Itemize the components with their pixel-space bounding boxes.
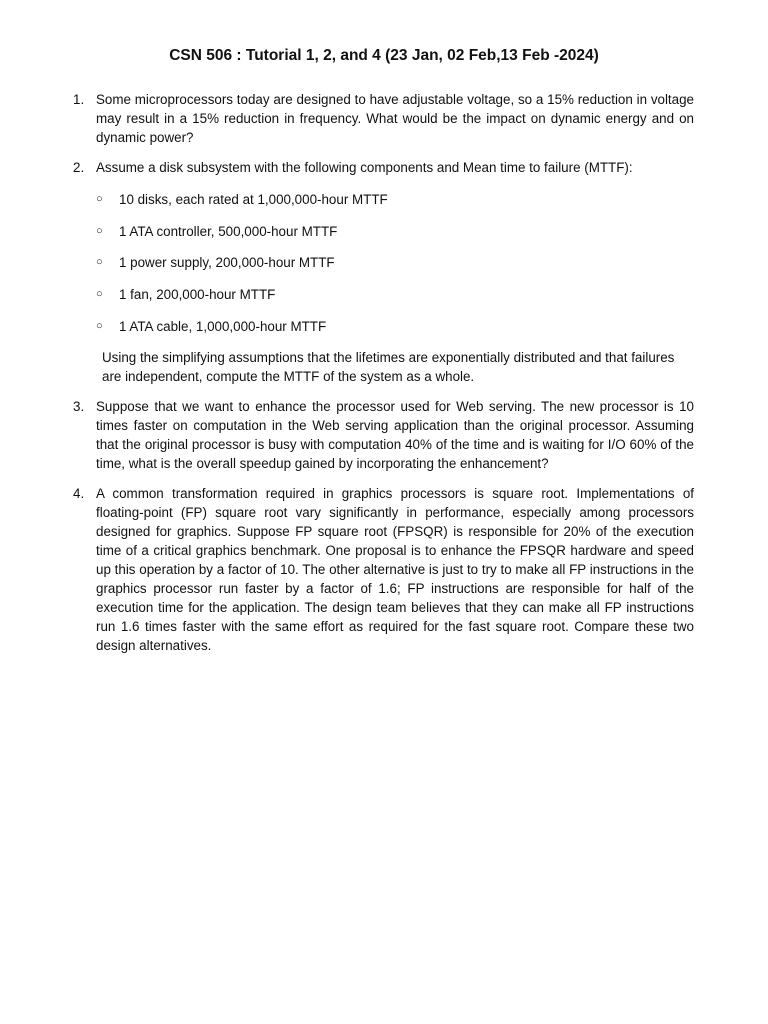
list-item: [96, 253, 694, 272]
page-title: CSN 506 : Tutorial 1, 2, and 4 (23 Jan, 02 Feb,13 Feb -2024): [169, 47, 599, 64]
question-text: Assume a disk subsystem with the following components and Mean time to failure (MTTF):: [96, 160, 633, 175]
list-item: [96, 285, 694, 304]
list-item: [96, 190, 694, 209]
list-item-text: 1 ATA cable, 1,000,000-hour MTTF: [119, 318, 327, 334]
question-2: [0, 158, 768, 386]
question-text: Suppose that we want to enhance the processor used for Web serving. The new processor is 10 times faster on computation in the Web serving application than the original processor. Assuming that the original processor is busy with computation 40% of the time and is waiting for I/O 60% of the time, what is the overall speedup gained by incorporating the enhancement?: [96, 399, 694, 472]
question-number: 2.: [73, 160, 85, 175]
question-note: Using the simplifying assumptions that the lifetimes are exponentially distributed and that failures are independent, compute the MTTF of the system as a whole.: [102, 350, 675, 385]
hollow-circle-bullet-icon: ○: [96, 256, 103, 269]
list-item-text: 1 power supply, 200,000-hour MTTF: [119, 255, 335, 271]
component-list: [96, 190, 694, 336]
question-1: [0, 90, 768, 147]
question-text: A common transformation required in graphics processors is square root. Implementations of floating-point (FP) square root vary significantly in performance, especially among processors designed for graphics. Suppose FP square root (FPSQR) is responsible for 20% of the execution time of a critical graphics benchmark. One proposal is to enhance the FPSQR hardware and speed up this operation by a factor of 10. The other alternative is just to try to make all FP instructions in the graphics processor run faster by a factor of 1.6; FP instructions are responsible for half of the execution time for the application. The design team believes that they can make all FP instructions run 1.6 times faster with the same effort as required for the fast square root. Compare these two design alternatives.: [96, 486, 694, 654]
question-number: 4.: [73, 486, 85, 502]
list-item-text: 1 fan, 200,000-hour MTTF: [119, 287, 276, 303]
list-item: [96, 317, 694, 336]
question-text: Some microprocessors today are designed to have adjustable voltage, so a 15% reduction in voltage may result in a 15% reduction in frequency. What would be the impact on dynamic energy and on dynamic power?: [96, 92, 694, 145]
list-item-text: 10 disks, each rated at 1,000,000-hour MTTF: [119, 192, 388, 207]
list-item-text: 1 ATA controller, 500,000-hour MTTF: [119, 223, 338, 239]
hollow-circle-bullet-icon: ○: [96, 193, 103, 205]
question-4: [0, 484, 768, 655]
question-list: [0, 90, 768, 655]
hollow-circle-bullet-icon: ○: [96, 319, 103, 332]
question-3: [0, 397, 768, 473]
hollow-circle-bullet-icon: ○: [96, 224, 103, 237]
list-item: [96, 222, 694, 241]
question-number: 3.: [73, 399, 85, 415]
hollow-circle-bullet-icon: ○: [96, 288, 103, 301]
question-number: 1.: [73, 92, 85, 107]
